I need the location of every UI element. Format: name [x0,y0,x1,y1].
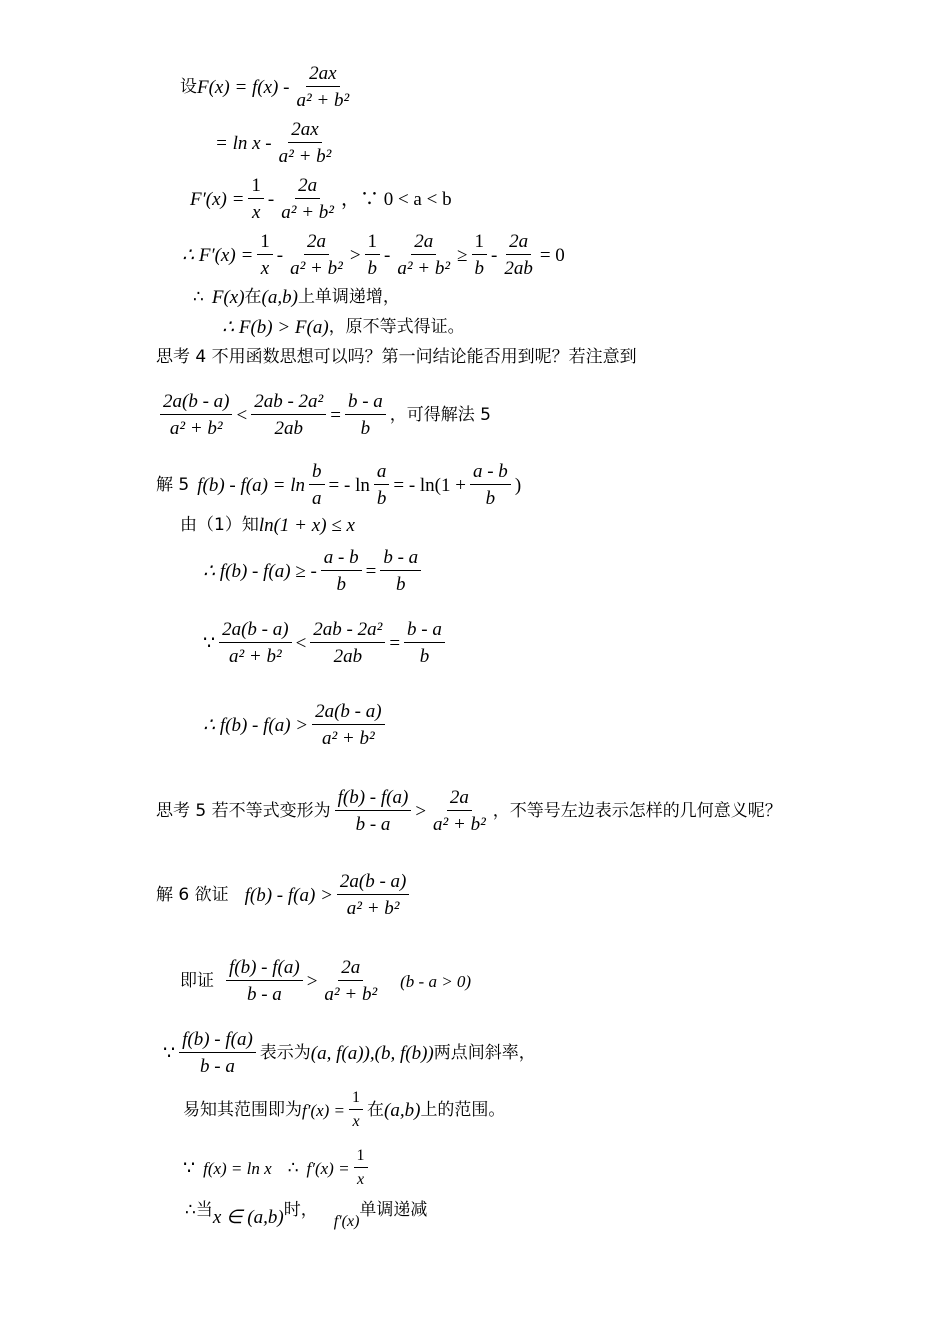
denominator: 2ab [274,418,303,439]
because-symbol: ∵ [203,632,216,654]
fraction [160,392,232,438]
eq-because-bound [203,620,449,666]
monotonic-statement [193,288,400,307]
expr: x ∈ (a,b) [212,1207,284,1228]
text: 表示为 [259,1042,311,1063]
eq-derivative-bound [182,232,565,278]
text: ，可得解法 5 [389,404,492,425]
interval: (a,b) [261,287,298,308]
denominator: b [360,418,371,439]
minus: - [384,244,391,266]
fraction [276,120,335,166]
eq-equivalent [180,958,471,1004]
minus: - [491,244,498,266]
expr: f′(x) = [306,1158,350,1178]
numerator: 2a [338,958,363,981]
numerator: 2a [411,232,436,255]
fraction [321,958,380,1004]
numerator: b - a [380,548,421,571]
fraction [470,462,511,508]
expr: F′(x) = [190,188,245,210]
greater: > [349,244,361,266]
equals: = [365,560,377,582]
numerator: f(b) - f(a) [335,788,412,811]
fraction [310,620,385,666]
denominator: a² + b² [290,258,343,279]
fraction [349,1090,363,1130]
expr: F(x) [211,287,245,308]
denominator: b [336,574,346,595]
numerator: 2a(b - a) [219,620,291,643]
because-symbol: ∵ [163,1042,176,1064]
therefore-symbol: ∴ [193,287,204,307]
expr: f(x) = ln x [203,1158,272,1178]
expr: = - ln(1 + [393,474,466,496]
fraction [309,462,325,508]
fraction [321,548,362,594]
text: 两点间斜率， [433,1042,536,1063]
text: 在 [367,1099,385,1120]
fraction [394,232,453,278]
numerator: 2a [304,232,329,255]
fraction [278,176,337,222]
expr: = - ln [328,474,370,496]
fraction [251,392,326,438]
numerator: 2a [447,788,472,811]
fraction [374,462,390,508]
condition: ，∵ 0 < a < b [340,188,452,210]
less: < [236,404,248,426]
label: 即证 [180,970,214,991]
equals: = [389,632,401,654]
fraction [430,788,489,834]
numerator: 2ab - 2a² [310,620,385,643]
fraction [365,232,381,278]
denominator: b [419,646,430,667]
think-4 [156,349,637,366]
numerator: 2ax [306,64,339,87]
denominator: b [367,258,378,279]
fraction [226,958,303,1004]
text: 思考 5 若不等式变形为 [156,800,331,821]
fraction [404,620,445,666]
denominator: b - a [355,814,391,835]
denominator: x [356,1171,365,1188]
denominator: b [376,488,387,509]
expr: f′(x) [333,1213,360,1230]
expr: ln(1 + x) ≤ x [258,515,355,536]
numerator: a - b [470,462,511,485]
numerator: f(b) - f(a) [226,958,303,981]
range-statement [183,1090,505,1130]
denominator: 2ab [333,646,363,667]
numerator: 2ab - 2a² [251,392,326,415]
denominator: b [474,258,485,279]
numerator: 1 [248,176,264,199]
fraction [248,176,264,222]
expr: F(x) = f(x) - [197,76,290,98]
denominator: a² + b² [278,146,332,167]
text: ∴当 [185,1200,213,1220]
denominator: b - a [246,984,282,1005]
denominator: a² + b² [433,814,486,835]
expr: = ln x - [215,132,272,154]
numerator: f(b) - f(a) [179,1030,256,1053]
eq-observation [156,392,491,438]
denominator: x [260,258,270,279]
text: ，原不等式得证。 [328,317,465,337]
derivative-of-ln [183,1148,372,1188]
denominator: b [396,574,406,595]
fraction [312,702,384,748]
eq-final-5 [203,702,389,748]
eq-difference-bound [203,548,425,594]
solution-6 [156,872,413,918]
eq-derivative [190,176,452,222]
greater: > [306,970,318,992]
proof-conclusion [222,318,465,337]
denominator: 2ab [504,258,533,279]
text: 由（1）知 [180,515,259,535]
numerator: b - a [345,392,386,415]
minus: - [267,188,275,210]
numerator: b - a [404,620,445,643]
fraction [287,232,346,278]
expr: ∴ f(b) - f(a) ≥ - [203,560,317,582]
numerator: 1 [349,1090,363,1110]
therefore-symbol: ∴ [287,1157,299,1178]
close-paren: ) [514,474,522,496]
text: 上的范围。 [420,1099,506,1120]
minus: - [276,244,284,266]
text: 单调递减 [359,1200,428,1220]
denominator: x [352,1113,360,1130]
expr: f(b) - f(a) = ln [197,474,306,496]
denominator: a² + b² [397,258,451,279]
expr: ∴ F′(x) = [182,244,254,266]
text: 易知其范围即为 [183,1099,302,1120]
text: 上单调递增， [297,287,400,307]
think-5 [156,788,782,834]
numerator: b [309,462,325,485]
less: < [295,632,307,654]
denominator: a² + b² [321,728,375,749]
numerator: 2a [295,176,320,199]
fraction [335,788,412,834]
interval: (a,b) [384,1099,421,1121]
denominator: b - a [200,1056,235,1077]
fraction [293,64,352,110]
decreasing-statement [185,1202,427,1230]
solution-5 [156,462,521,508]
slope-statement [163,1030,536,1076]
points: (a, f(a)),(b, f(b)) [310,1042,434,1064]
denominator: a² + b² [281,202,334,223]
denominator: a [312,488,322,509]
denominator: x [251,202,261,223]
fraction [257,232,273,278]
denominator: a² + b² [169,418,223,439]
expr: f(b) - f(a) > [244,884,333,906]
label: 解 5 [156,474,190,495]
numerator: 2a(b - a) [160,392,232,415]
text: 时， [283,1200,318,1220]
fraction [179,1030,256,1076]
denominator: a² + b² [346,898,400,919]
expr: f′(x) = [302,1100,346,1120]
numerator: 2a(b - a) [337,872,409,895]
expr: ∴ F(b) > F(a) [222,317,329,338]
fraction [501,232,536,278]
denominator: b [485,488,496,509]
numerator: 1 [365,232,381,255]
eq-ln-form [215,120,338,166]
numerator: 1 [354,1148,368,1168]
denominator: a² + b² [228,646,282,667]
numerator: 1 [257,232,273,255]
text: 思考 4 不用函数思想可以吗？第一问结论能否用到呢？若注意到 [156,347,637,367]
condition: (b - a > 0) [400,971,472,991]
fraction [472,232,488,278]
because-symbol: ∵ [183,1157,196,1179]
numerator: 2a [506,232,531,255]
label: 解 6 欲证 [156,884,229,905]
fraction [345,392,386,438]
fraction [354,1148,368,1188]
denominator: a² + b² [296,90,350,111]
expr: ∴ f(b) - f(a) > [203,714,309,736]
fraction [337,872,409,918]
eq-define-F [180,64,356,110]
text: 在 [244,287,262,307]
text: ，不等号左边表示怎样的几何意义呢？ [492,800,782,821]
numerator: 2a(b - a) [312,702,384,725]
label-let: 设 [180,76,197,97]
from-part-1 [180,516,355,535]
greater: > [415,800,427,822]
numerator: a [374,462,390,485]
numerator: 2ax [288,120,321,143]
denominator: a² + b² [324,984,378,1005]
numerator: 1 [472,232,488,255]
fraction [380,548,421,594]
fraction [219,620,291,666]
equals: = [330,404,341,426]
numerator: a - b [321,548,362,571]
equals-zero: = 0 [539,244,565,266]
greater-equal: ≥ [457,244,468,266]
